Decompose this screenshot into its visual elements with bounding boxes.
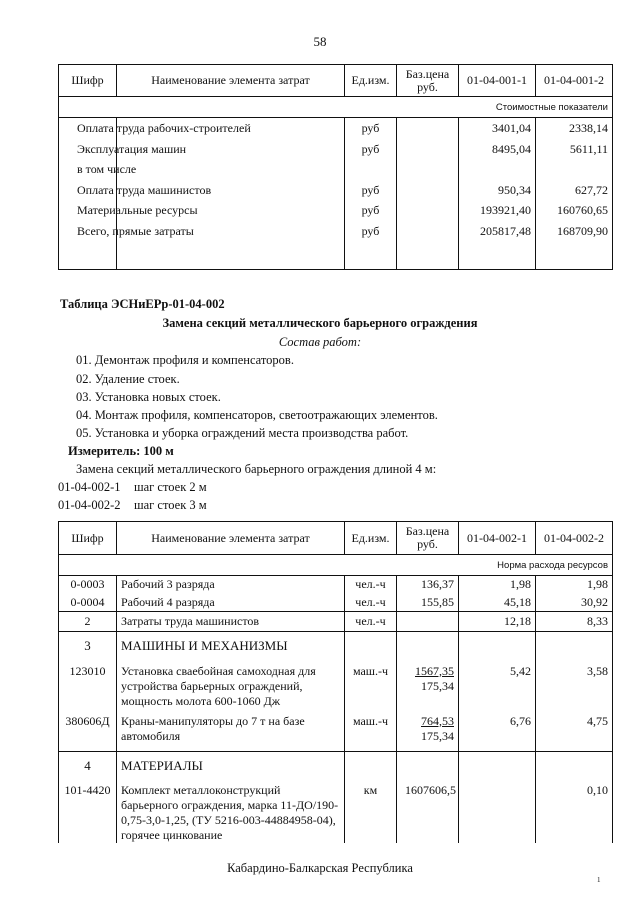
cell-code: 0-0004	[59, 594, 117, 612]
cell-unit: руб	[345, 180, 397, 201]
table-row	[59, 660, 613, 712]
cell-col2: 30,92	[536, 594, 613, 612]
cell-col2: 5611,11	[536, 139, 613, 160]
table-row	[59, 632, 613, 660]
cell-price: 136,37	[397, 576, 459, 594]
cell-unit: руб	[345, 139, 397, 160]
cell-name: Оплата труда рабочих-строителей	[77, 121, 251, 135]
header-unit: Ед.изм.	[345, 65, 397, 97]
cell-col2	[536, 159, 613, 180]
header-code: Шифр	[59, 522, 117, 555]
variant-text: шаг стоек 3 м	[134, 498, 207, 512]
cell-name: Затраты труда машинистов	[117, 612, 345, 632]
cell-col2: 160760,65	[536, 200, 613, 221]
cell-col1: 950,34	[459, 180, 536, 201]
table-row	[59, 594, 613, 612]
footer-region: Кабардино-Балкарская Республика	[227, 861, 413, 875]
cell-name: Установка сваебойная самоходная для устройства барьерных ограждений, мощность молота 600-1060 Дж	[117, 660, 345, 712]
cell-unit: маш.-ч	[345, 712, 397, 752]
table-row	[59, 780, 613, 843]
table-row	[59, 118, 613, 139]
cell-col1: 3401,04	[459, 118, 536, 139]
table-row	[59, 612, 613, 632]
table-row	[59, 576, 613, 594]
cell-unit: чел.-ч	[345, 576, 397, 594]
variant-code: 01-04-002-2	[58, 498, 121, 512]
header-unit: Ед.изм.	[345, 522, 397, 555]
cell-col2: 4,75	[536, 712, 613, 752]
cell-name: Краны-манипуляторы до 7 т на базе автомобиля	[117, 712, 345, 752]
work-item: 03. Установка новых стоек.	[76, 390, 221, 404]
table-title: Таблица ЭСНиЕРр-01-04-002	[60, 297, 225, 311]
cell-col2: 168709,90	[536, 221, 613, 242]
cell-name: Рабочий 4 разряда	[117, 594, 345, 612]
description: Замена секций металлического барьерного ограждения длиной 4 м:	[76, 462, 437, 476]
work-item: 01. Демонтаж профиля и компенсаторов.	[76, 353, 294, 367]
cell-col1	[459, 780, 536, 843]
header-col1: 01-04-002-1	[459, 522, 536, 555]
cell-col2: 3,58	[536, 660, 613, 712]
meter: Измеритель: 100 м	[68, 444, 174, 458]
cell-unit: руб	[345, 221, 397, 242]
table-row	[59, 159, 613, 180]
cell-unit: руб	[345, 118, 397, 139]
cell-price: 764,53	[421, 713, 454, 728]
cost-indicators-table	[58, 64, 613, 270]
cell-col1: 12,18	[459, 612, 536, 632]
cell-unit: чел.-ч	[345, 612, 397, 632]
cell-name: Оплата труда машинистов	[77, 182, 212, 197]
cell-col1: 45,18	[459, 594, 536, 612]
cell-name: Эксплуатация машин	[77, 141, 187, 156]
header-col2: 01-04-001-2	[536, 65, 613, 97]
cell-col1: 5,42	[459, 660, 536, 712]
header-code: Шифр	[59, 65, 117, 97]
header-name: Наименование элемента затрат	[117, 522, 345, 555]
table-row	[59, 712, 613, 752]
subheader-cost: Стоимостные показатели	[59, 97, 613, 118]
table-row	[59, 139, 613, 160]
cell-col1: 8495,04	[459, 139, 536, 160]
subheader-norms: Норма расхода ресурсов	[59, 555, 613, 576]
cell-col1	[459, 159, 536, 180]
cell-name: МАТЕРИАЛЫ	[117, 752, 345, 780]
cell-price: 1607606,5	[397, 780, 459, 843]
works-heading: Состав работ:	[278, 335, 362, 349]
header-base-price: Баз.цена руб.	[397, 522, 459, 555]
cell-price-machinist: 175,34	[421, 728, 454, 743]
cell-price-machinist: 175,34	[421, 678, 454, 693]
cell-name: Материальные ресурсы	[77, 203, 198, 217]
cell-price: 1567,35	[415, 663, 454, 678]
cell-code: 123010	[59, 660, 117, 712]
cell-unit: маш.-ч	[345, 660, 397, 712]
table-row	[59, 221, 613, 242]
cell-unit: руб	[345, 200, 397, 221]
cell-name: Комплект металлоконструкций барьерного ограждения, марка 11-ДО/190-0,75-3,0-1,25, (ТУ 5216-003-44884958-04), горячее цинкование	[117, 780, 345, 843]
header-col2: 01-04-002-2	[536, 522, 613, 555]
page-number: 58	[313, 34, 327, 49]
cell-unit: чел.-ч	[345, 594, 397, 612]
section-title: Замена секций металлического барьерного ограждения	[162, 316, 478, 330]
cell-col2: 2338,14	[536, 118, 613, 139]
cell-price: 155,85	[397, 594, 459, 612]
cell-unit	[345, 159, 397, 180]
corner-mark: 1	[597, 876, 601, 884]
work-item: 02. Удаление стоек.	[76, 372, 180, 386]
cell-code: 3	[59, 632, 117, 660]
cell-code: 380606Д	[59, 712, 117, 752]
cell-col1: 205817,48	[459, 221, 536, 242]
cell-col1: 6,76	[459, 712, 536, 752]
cell-code: 2	[59, 612, 117, 632]
cell-col2: 8,33	[536, 612, 613, 632]
header-col1: 01-04-001-1	[459, 65, 536, 97]
table-row	[59, 200, 613, 221]
cell-code: 101-4420	[59, 780, 117, 843]
cell-col1: 193921,40	[459, 200, 536, 221]
cell-code: 4	[59, 752, 117, 780]
cell-name: Рабочий 3 разряда	[117, 576, 345, 594]
cell-col2: 1,98	[536, 576, 613, 594]
header-name: Наименование элемента затрат	[117, 65, 345, 97]
header-base-price: Баз.цена руб.	[397, 65, 459, 97]
work-item: 05. Установка и уборка ограждений места производства работ.	[76, 426, 409, 440]
table-row	[59, 180, 613, 201]
cell-code: 0-0003	[59, 576, 117, 594]
cell-name: в том числе	[77, 162, 137, 176]
cell-name: Всего, прямые затраты	[77, 223, 194, 238]
work-item: 04. Монтаж профиля, компенсаторов, светоотражающих элементов.	[76, 408, 438, 422]
cell-price	[397, 612, 459, 632]
variant-code: 01-04-002-1	[58, 480, 121, 494]
cell-col2: 627,72	[536, 180, 613, 201]
cell-name: МАШИНЫ И МЕХАНИЗМЫ	[117, 632, 345, 660]
cell-unit: км	[345, 780, 397, 843]
table-row	[59, 752, 613, 780]
variant-text: шаг стоек 2 м	[134, 480, 207, 494]
resource-norms-table	[58, 521, 613, 843]
cell-col1: 1,98	[459, 576, 536, 594]
cell-col2: 0,10	[536, 780, 613, 843]
